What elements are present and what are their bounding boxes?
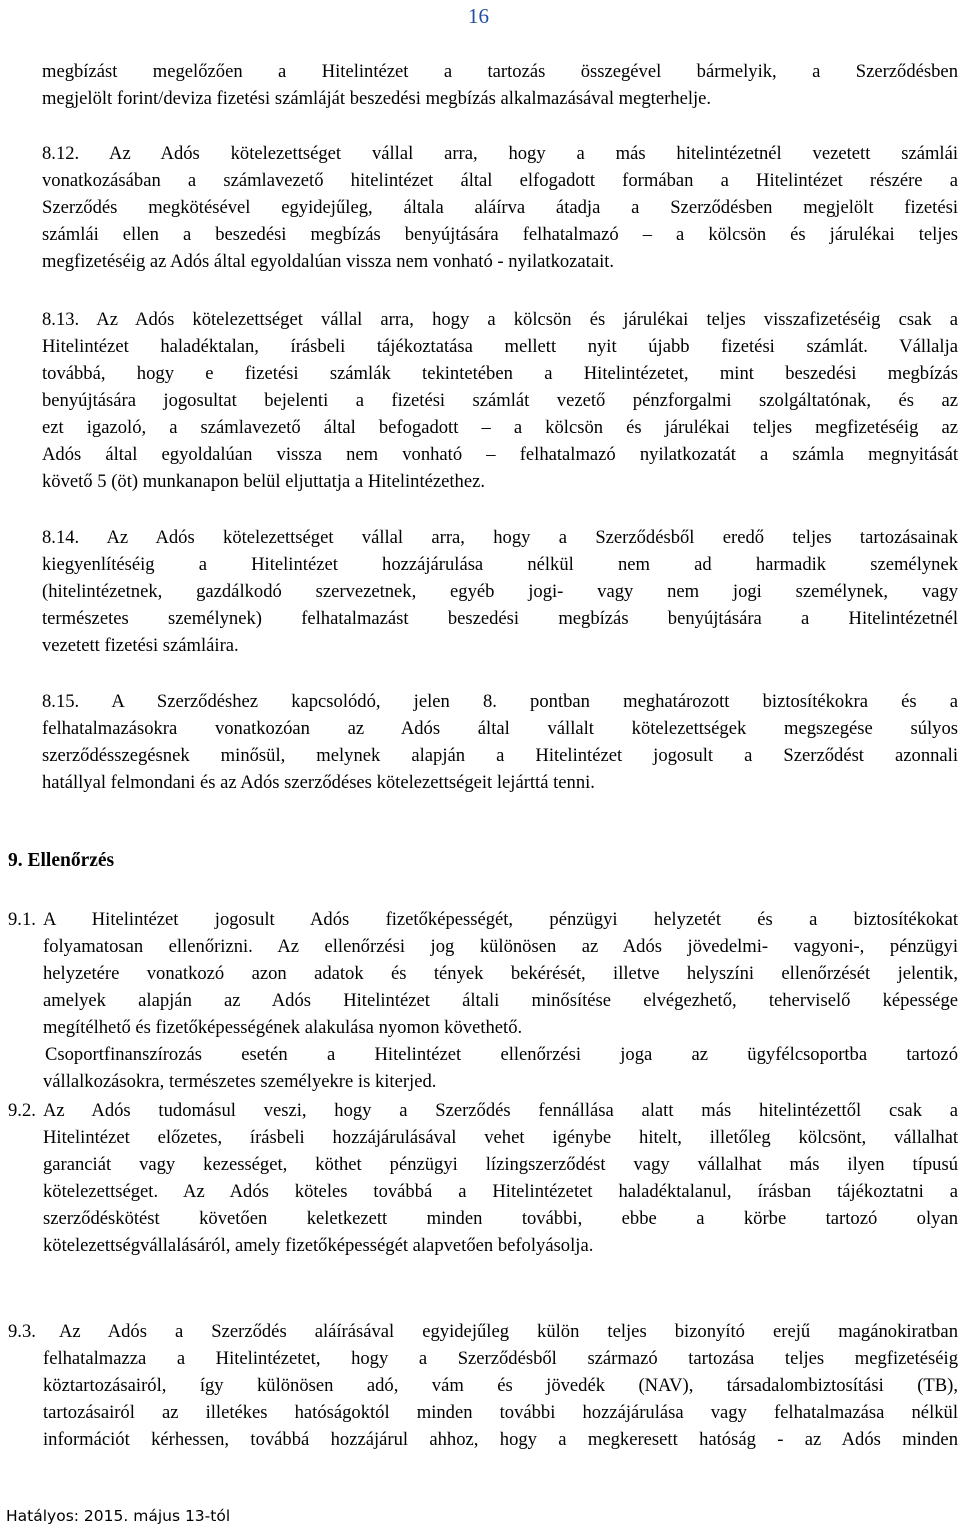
text-line: megfizetéséig az Adós által egyoldalúan vissza nem vonható - nyilatkozatait. — [42, 251, 615, 272]
text-line: vonatkozásában a számlavezető hitelintézet által elfogadott formában a Hitelintézet részére a — [42, 170, 958, 191]
text-line: Az Adós tudomásul veszi, hogy a Szerződés fennállása alatt más hitelintézettől csak a — [43, 1100, 958, 1121]
section-number: 8.15. — [42, 691, 80, 712]
text-line: 8.14. Az Adós kötelezettséget vállal arra, hogy a Szerződésből eredő teljes tartozásainak — [42, 527, 958, 548]
text-line: megítélhető és fizetőképességének alakulása nyomon követhető. — [43, 1017, 523, 1038]
text-line: szerződésszegésnek minősül, melynek alapján a Hitelintézet jogosult a Szerződést azonnali — [42, 745, 958, 766]
text-line: hatállyal felmondani és az Adós szerződéses kötelezettségeit lejárttá tenni. — [42, 772, 595, 793]
subsection-9-2 — [8, 1097, 958, 1259]
text-line: amelyek alapján az Adós Hitelintézet általi minősítése elvégezhető, teherviselő képessége — [43, 990, 958, 1011]
page-number: 16 — [468, 4, 489, 28]
text-line: Csoportfinanszírozás esetén a Hitelintézet ellenőrzési joga az ügyfélcsoportba tartozó — [45, 1044, 958, 1065]
text-line: kiegyenlítéséig a Hitelintézet hozzájárulása nélkül nem ad harmadik személynek — [42, 554, 958, 575]
subsection-body — [43, 1318, 958, 1453]
subsection-body — [43, 906, 958, 1095]
text-line: megbízást megelőzően a Hitelintézet a tartozás összegével bármelyik, a Szerződésben — [42, 61, 958, 82]
text-line: információt kérhessen, továbbá hozzájárul ahhoz, hogy a megkeresett hatóság - az Adós minden — [43, 1429, 958, 1450]
section-8-12 — [42, 140, 958, 275]
text-line: vezetett fizetési számláira. — [42, 635, 239, 656]
subsection-9-1 — [8, 906, 958, 1095]
text-line: Adós által egyoldalúan vissza nem vonható – felhatalmazó nyilatkozatát a számla megnyitását — [42, 444, 958, 465]
text-line: folyamatosan ellenőrizni. Az ellenőrzési jog különösen az Adós jövedelmi- vagyoni-, pénzügyi — [43, 936, 958, 957]
subsection-number: 9.2. — [8, 1100, 36, 1121]
text-line: vállalkozásokra, természetes személyekre is kiterjed. — [43, 1071, 437, 1092]
section-number: 8.13. — [42, 309, 80, 330]
text-line: Az Adós a Szerződés aláírásával egyidejűleg külön teljes bizonyító erejű magánokiratban — [59, 1321, 958, 1342]
section-number: 8.12. — [42, 143, 80, 164]
text-line: Hitelintézet előzetes, írásbeli hozzájárulásával vehet igénybe hitelt, illetőleg kölcsönt, vállalhat — [43, 1127, 958, 1148]
subsection-9-3 — [8, 1318, 958, 1453]
text-line: továbbá, hogy e fizetési számlák tekintetében a Hitelintézetet, mint beszedési megbízás — [42, 363, 958, 384]
section-number: 8.14. — [42, 527, 80, 548]
section-8-15 — [42, 688, 958, 796]
text-line: számlái ellen a beszedési megbízás benyújtására felhatalmazó – a kölcsön és járulékai teljes — [42, 224, 958, 245]
text-line: tartozásairól az illetékes hatóságoktól minden további hozzájárulása vagy felhatalmazása nélkül — [43, 1402, 958, 1423]
continuation-paragraph — [42, 58, 958, 112]
page-footer: Hatályos: 2015. május 13-tól — [6, 1507, 231, 1525]
text-line: szerződéskötést követően keletkezett minden további, ebbe a körbe tartozó olyan — [43, 1208, 958, 1229]
section-heading: 9. Ellenőrzés — [8, 850, 115, 871]
subsection-number: 9.1. — [8, 909, 36, 930]
text-line: felhatalmazza a Hitelintézetet, hogy a Szerződésből származó tartozása teljes megfizetéséig — [43, 1348, 958, 1369]
text-line: 8.13. Az Adós kötelezettséget vállal arra, hogy a kölcsön és járulékai teljes visszafizetéséig csak a — [42, 309, 959, 330]
text-line: 8.12. Az Adós kötelezettséget vállal arra, hogy a más hitelintézetnél vezetett számlái — [42, 143, 959, 164]
text-line: természetes személynek) felhatalmazást beszedési megbízás benyújtására a Hitelintézetnél — [42, 608, 958, 629]
text-line: Szerződés megkötésével egyidejűleg, általa aláírva átadja a Szerződésben megjelölt fizetési — [42, 197, 958, 218]
subsection-number: 9.3. — [8, 1321, 36, 1342]
text-line: A Hitelintézet jogosult Adós fizetőképességét, pénzügyi helyzetét és a biztosítékokat — [43, 909, 958, 930]
section-8-13 — [42, 306, 958, 495]
text-line: felhatalmazásokra vonatkozóan az Adós által vállalt kötelezettségek megszegése súlyos — [42, 718, 958, 739]
text-line: követő 5 (öt) munkanapon belül eljuttatja a Hitelintézethez. — [42, 471, 485, 492]
text-line: kötelezettséget. Az Adós köteles továbbá a Hitelintézetet haladéktalanul, írásban tájékoztatni a — [43, 1181, 958, 1202]
text-line: 8.15. A Szerződéshez kapcsolódó, jelen 8. pontban meghatározott biztosítékokra és a — [42, 691, 958, 712]
text-line: ezt igazoló, a számlavezető által befogadott – a kölcsön és járulékai teljes megfizetéséig az — [42, 417, 958, 438]
section-8-14 — [42, 524, 958, 659]
text-line: benyújtására jogosultat bejelenti a fizetési számlát vezető pénzforgalmi szolgáltatónak, és az — [42, 390, 958, 411]
text-line: (hitelintézetnek, gazdálkodó szervezetnek, egyéb jogi- vagy nem jogi személynek, vagy — [42, 581, 958, 602]
text-line: megjelölt forint/deviza fizetési számláját beszedési megbízás alkalmazásával megterhelje. — [42, 88, 712, 109]
subsection-body — [43, 1097, 958, 1259]
text-line: köztartozásairól, így különösen adó, vám és jövedék (NAV), társadalombiztosítási (TB), — [43, 1375, 958, 1396]
text-line: garanciát vagy kezességet, köthet pénzügyi lízingszerződést vagy vállalhat más ilyen típusú — [43, 1154, 958, 1175]
text-line: Hitelintézet haladéktalan, írásbeli tájékoztatása mellett nyit újabb fizetési számlát. Vállalja — [42, 336, 958, 357]
text-line: kötelezettségvállalásáról, amely fizetőképességét alapvetően befolyásolja. — [43, 1235, 594, 1256]
text-line: helyzetére vonatkozó azon adatok és tények bekérését, illetve helyszíni ellenőrzését jelentik, — [43, 963, 958, 984]
